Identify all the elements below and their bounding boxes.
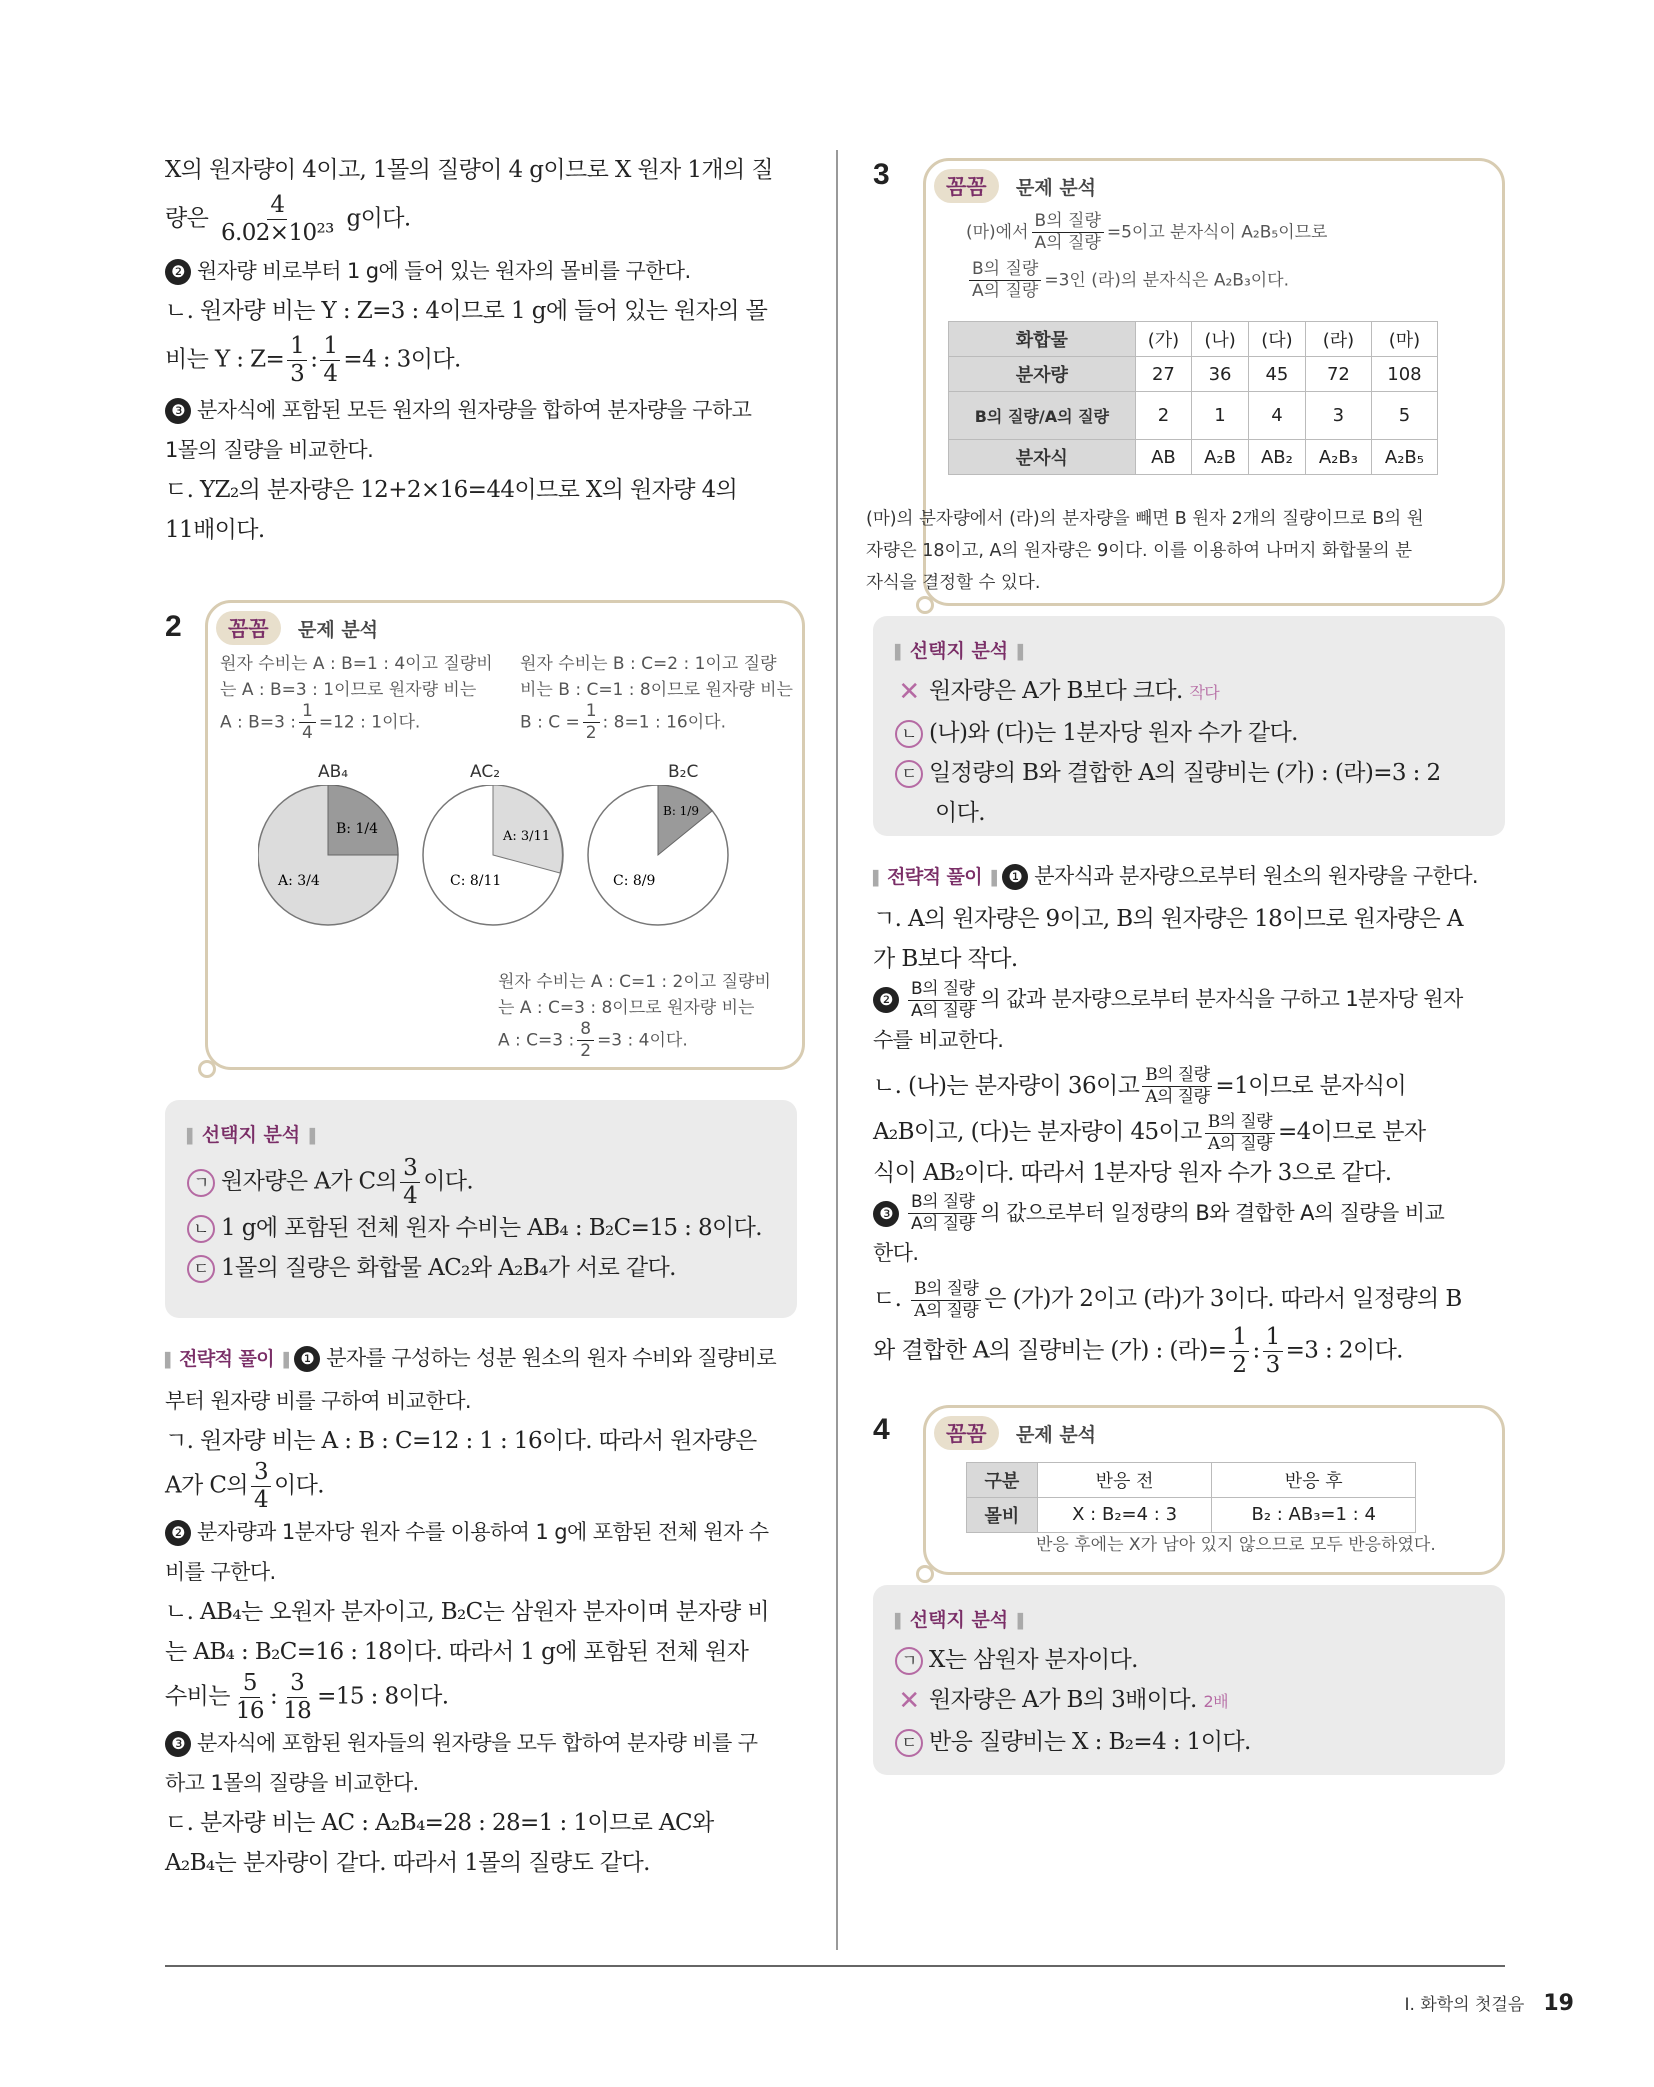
analysis-label: 문제 분석 [1016, 177, 1097, 199]
strat-line: 와 결합한 A의 질량비는 (가) : (라)= $\frac{1}{2}$ : $\frac{1}{3}$ =3 : 2이다. [873, 1323, 1403, 1378]
choice-3: ㄷ 일정량의 B와 결합한 A의 질량비는 (가) : (라)=3 : 2 [895, 753, 1483, 793]
intro-line2: 량은 $\frac{4}{\text{6.02×10²³}}$ g이다. [165, 192, 411, 246]
strat-line: ㄴ. (나)는 분자량이 36이고 $\frac{\text{B의 질량}}{\text{A의 질량}}$ =1이므로 분자식이 [873, 1065, 1407, 1107]
strat-3: ❸ $\frac{\text{B의 질량}}{\text{A의 질량}}$ 의 값으로부터 일정량의 B와 결합한 A의 질량을 비교 [873, 1193, 1505, 1234]
strat-line: 한다. [873, 1241, 919, 1265]
svg-text:A: 3/11: A: 3/11 [503, 829, 551, 844]
note-ac: 원자 수비는 A : C=1 : 2이고 질량비 는 A : C=3 : 8이므로 원자량 비는 A : C=3 : $\frac{8}{2}$ =3 : 4이다. [498, 972, 771, 1061]
q4-analysis-box [923, 1405, 1505, 1575]
q4-section [873, 1405, 1505, 1585]
q3-explain: (마)의 분자량에서 (라)의 분자량을 빼면 B 원자 2개의 질량이므로 B의 원 자량은 18이고, A의 원자량은 9이다. 이를 이용하여 나머지 화합물의 분 자식을 결정할 수 있다. [866, 509, 1424, 593]
analysis-label: 문제 분석 [1016, 1423, 1097, 1446]
choice-tag: ▌ 선택지 분석 ▐ [187, 1120, 775, 1147]
choice-tag: ▌ 선택지 분석 ▐ [895, 636, 1483, 663]
svg-text:B: 1/9: B: 1/9 [663, 804, 699, 818]
svg-text:C: 8/9: C: 8/9 [613, 873, 656, 889]
step2-line: ㄴ. 원자량 비는 Y : Z=3 : 4이므로 1 g에 들어 있는 원자의 몰 [165, 298, 768, 324]
fraction: $\frac{4}{\text{6.02×10²³}}$ [220, 192, 334, 246]
strat-3: ❸ 분자식에 포함된 원자들의 원자량을 모두 합하여 분자량 비를 구 [165, 1723, 797, 1763]
strat-line: 하고 1몰의 질량을 비교한다. [165, 1771, 419, 1795]
strat-line: 수를 비교한다. [873, 1027, 1004, 1052]
q3-section [866, 150, 1505, 610]
strat-line: A가 C의 $\frac{3}{4}$ 이다. [165, 1459, 324, 1513]
kkomkkom-pill: 꼼꼼 [934, 169, 999, 203]
q2-strategy [165, 1338, 797, 1883]
strat-line: ㄴ. AB₄는 오원자 분자이고, B₂C는 삼원자 분자이며 분자량 비 [165, 1599, 769, 1625]
strat-line: 수비는 $\frac{5}{16}$ : $\frac{3}{18}$ =15 : 8이다. [165, 1670, 449, 1724]
strat-line: 부터 원자량 비를 구하여 비교한다. [165, 1389, 471, 1413]
strat-1: ▌ 전략적 풀이 ▐ ❶ 분자를 구성하는 성분 원소의 원자 수비와 질량비로 [165, 1338, 797, 1381]
pie-label-ab4: AB₄ [318, 762, 349, 782]
strat-line: ㄷ. 분자량 비는 AC : A₂B₄=28 : 28=1 : 1이므로 AC와 [165, 1810, 714, 1836]
q2-section [165, 610, 797, 1100]
svg-text:A: 3/4: A: 3/4 [278, 873, 320, 889]
q3-note1: (마)에서 $\frac{\text{B의 질량}}{\text{A의 질량}}$ =5이고 분자식이 A₂B₅이므로 [966, 211, 1328, 253]
step3-line3: 11배이다. [165, 517, 265, 543]
q4-table: 구분 반응 전 반응 후 몰비 X : B₂=4 : 3 B₂ : AB₃=1 : 4 [966, 1462, 1416, 1533]
note-b2c: 원자 수비는 B : C=2 : 1이고 질량 비는 B : C=1 : 8이므로 원자량 비는 B : C = $\frac{1}{2}$ : 8=1 : 16이다. [520, 654, 793, 743]
q3-table: 화합물 (가) (나) (다) (라) (마) 분자량 27 36 45 72 108 B의 질량/A의 질량 2 1 4 3 5 분자식 AB A₂B AB₂ A₂B₃ A₂B₅ [948, 321, 1438, 475]
pie-label-b2c: B₂C [668, 762, 699, 782]
question-number: 2 [165, 610, 182, 643]
choice-3: ㄷ 반응 질량비는 X : B₂=4 : 1이다. [895, 1722, 1483, 1762]
choice-2: ㄴ (나)와 (다)는 1분자당 원자 수가 같다. [895, 713, 1483, 753]
strat-line: 비를 구한다. [165, 1560, 276, 1584]
intro-line1: X의 원자량이 4이고, 1몰의 질량이 4 g이므로 X 원자 1개의 질 [165, 157, 773, 183]
q3-choice-box [873, 616, 1505, 836]
choice-3-cont: 이다. [935, 800, 985, 826]
page-number: 19 [1543, 1991, 1574, 2016]
strat-line: 식이 AB₂이다. 따라서 1분자당 원자 수가 3으로 같다. [873, 1159, 1392, 1186]
right-column [866, 150, 1505, 1775]
choice-1: ✕ 원자량은 A가 B보다 크다. 작다 [898, 677, 1220, 707]
q2-choice-box [165, 1100, 797, 1318]
choice-1: ㄱ 원자량은 A가 C의 $\frac{3}{4}$ 이다. [187, 1157, 775, 1208]
choice-1: ㄱ X는 삼원자 분자이다. [895, 1640, 1483, 1680]
left-column [165, 150, 797, 1883]
choice-3: ㄷ 1몰의 질량은 화합물 AC₂와 A₂B₄가 서로 같다. [187, 1248, 775, 1288]
column-divider [836, 150, 838, 1950]
step2: ❷ 원자량 비로부터 1 g에 들어 있는 원자의 몰비를 구한다. [165, 251, 797, 291]
step3: ❸ 분자식에 포함된 모든 원자의 원자량을 합하여 분자량을 구하고 [165, 390, 797, 430]
choice-tag: ▌ 선택지 분석 ▐ [895, 1605, 1483, 1632]
footer-rule [165, 1965, 1505, 1967]
strat-line: ㄱ. 원자량 비는 A : B : C=12 : 1 : 16이다. 따라서 원자량은 [165, 1428, 757, 1454]
strat-1: ▌ 전략적 풀이 ▐ ❶ 분자식과 분자량으로부터 원소의 원자량을 구한다. [873, 856, 1505, 899]
note-ab4: 원자 수비는 A : B=1 : 4이고 질량비 는 A : B=3 : 1이므로 원자량 비는 A : B=3 : $\frac{1}{4}$ =12 : 1이다. [220, 654, 493, 743]
chapter-label: I. 화학의 첫걸음 [1404, 1995, 1525, 2015]
svg-text:B: 1/4: B: 1/4 [336, 821, 378, 837]
q4-note: 반응 후에는 X가 남아 있지 않으므로 모두 반응하였다. [1036, 1534, 1436, 1555]
strat-2: ❷ 분자량과 1분자당 원자 수를 이용하여 1 g에 포함된 전체 원자 수 [165, 1512, 797, 1552]
footer [1405, 1990, 1574, 2016]
box-dot [916, 1565, 934, 1583]
box-dot [916, 596, 934, 614]
strat-line: A₂B이고, (다)는 분자량이 45이고 $\frac{\text{B의 질량}}{\text{A의 질량}}$ =4이므로 분자 [873, 1111, 1426, 1154]
choice-2: ㄴ 1 g에 포함된 전체 원자 수비는 AB₄ : B₂C=15 : 8이다. [187, 1208, 775, 1248]
strat-line: 는 AB₄ : B₂C=16 : 18이다. 따라서 1 g에 포함된 전체 원자 [165, 1639, 749, 1665]
strat-line: A₂B₄는 분자량이 같다. 따라서 1몰의 질량도 같다. [165, 1850, 650, 1876]
step3-line2: ㄷ. YZ₂의 분자량은 12+2×16=44이므로 X의 원자량 4의 [165, 477, 738, 503]
pie-label-ac2: AC₂ [470, 762, 501, 782]
strat-2: ❷ $\frac{\text{B의 질량}}{\text{A의 질량}}$ 의 값과 분자량으로부터 분자식을 구하고 1분자당 원자 [873, 979, 1505, 1020]
analysis-label: 문제 분석 [298, 619, 379, 641]
q3-note2: $\frac{\text{B의 질량}}{\text{A의 질량}}$ =3인 (라)의 분자식은 A₂B₃이다. [966, 261, 1289, 300]
pie-charts [258, 785, 818, 935]
step2-ratio: 비는 Y : Z= $\frac{1}{3}$ : $\frac{1}{4}$ =4 : 3이다. [165, 333, 461, 387]
q4-choice-box [873, 1585, 1505, 1775]
box-dot [198, 1060, 216, 1078]
strat-line: 가 B보다 작다. [873, 946, 1018, 972]
step-marker: ❷ [165, 259, 191, 285]
choice-2: ✕ 원자량은 A가 B의 3배이다. 2배 [898, 1685, 1228, 1716]
kkomkkom-pill: 꼼꼼 [216, 611, 281, 645]
svg-text:C: 8/11: C: 8/11 [450, 873, 502, 889]
question-number: 4 [873, 1412, 890, 1446]
q3-strategy [873, 856, 1505, 1377]
question-number: 3 [873, 158, 890, 191]
q3-analysis-box [866, 158, 1505, 606]
kkomkkom-pill: 꼼꼼 [934, 1416, 999, 1450]
step3-line: 1몰의 질량을 비교한다. [165, 438, 374, 462]
strat-line: ㄷ. $\frac{\text{B의 질량}}{\text{A의 질량}}$ 은 (가)가 2이고 (라)가 3이다. 따라서 일정량의 B [873, 1278, 1462, 1321]
strat-line: ㄱ. A의 원자량은 9이고, B의 원자량은 18이므로 원자량은 A [873, 906, 1463, 932]
q2-analysis-box [205, 600, 805, 1070]
